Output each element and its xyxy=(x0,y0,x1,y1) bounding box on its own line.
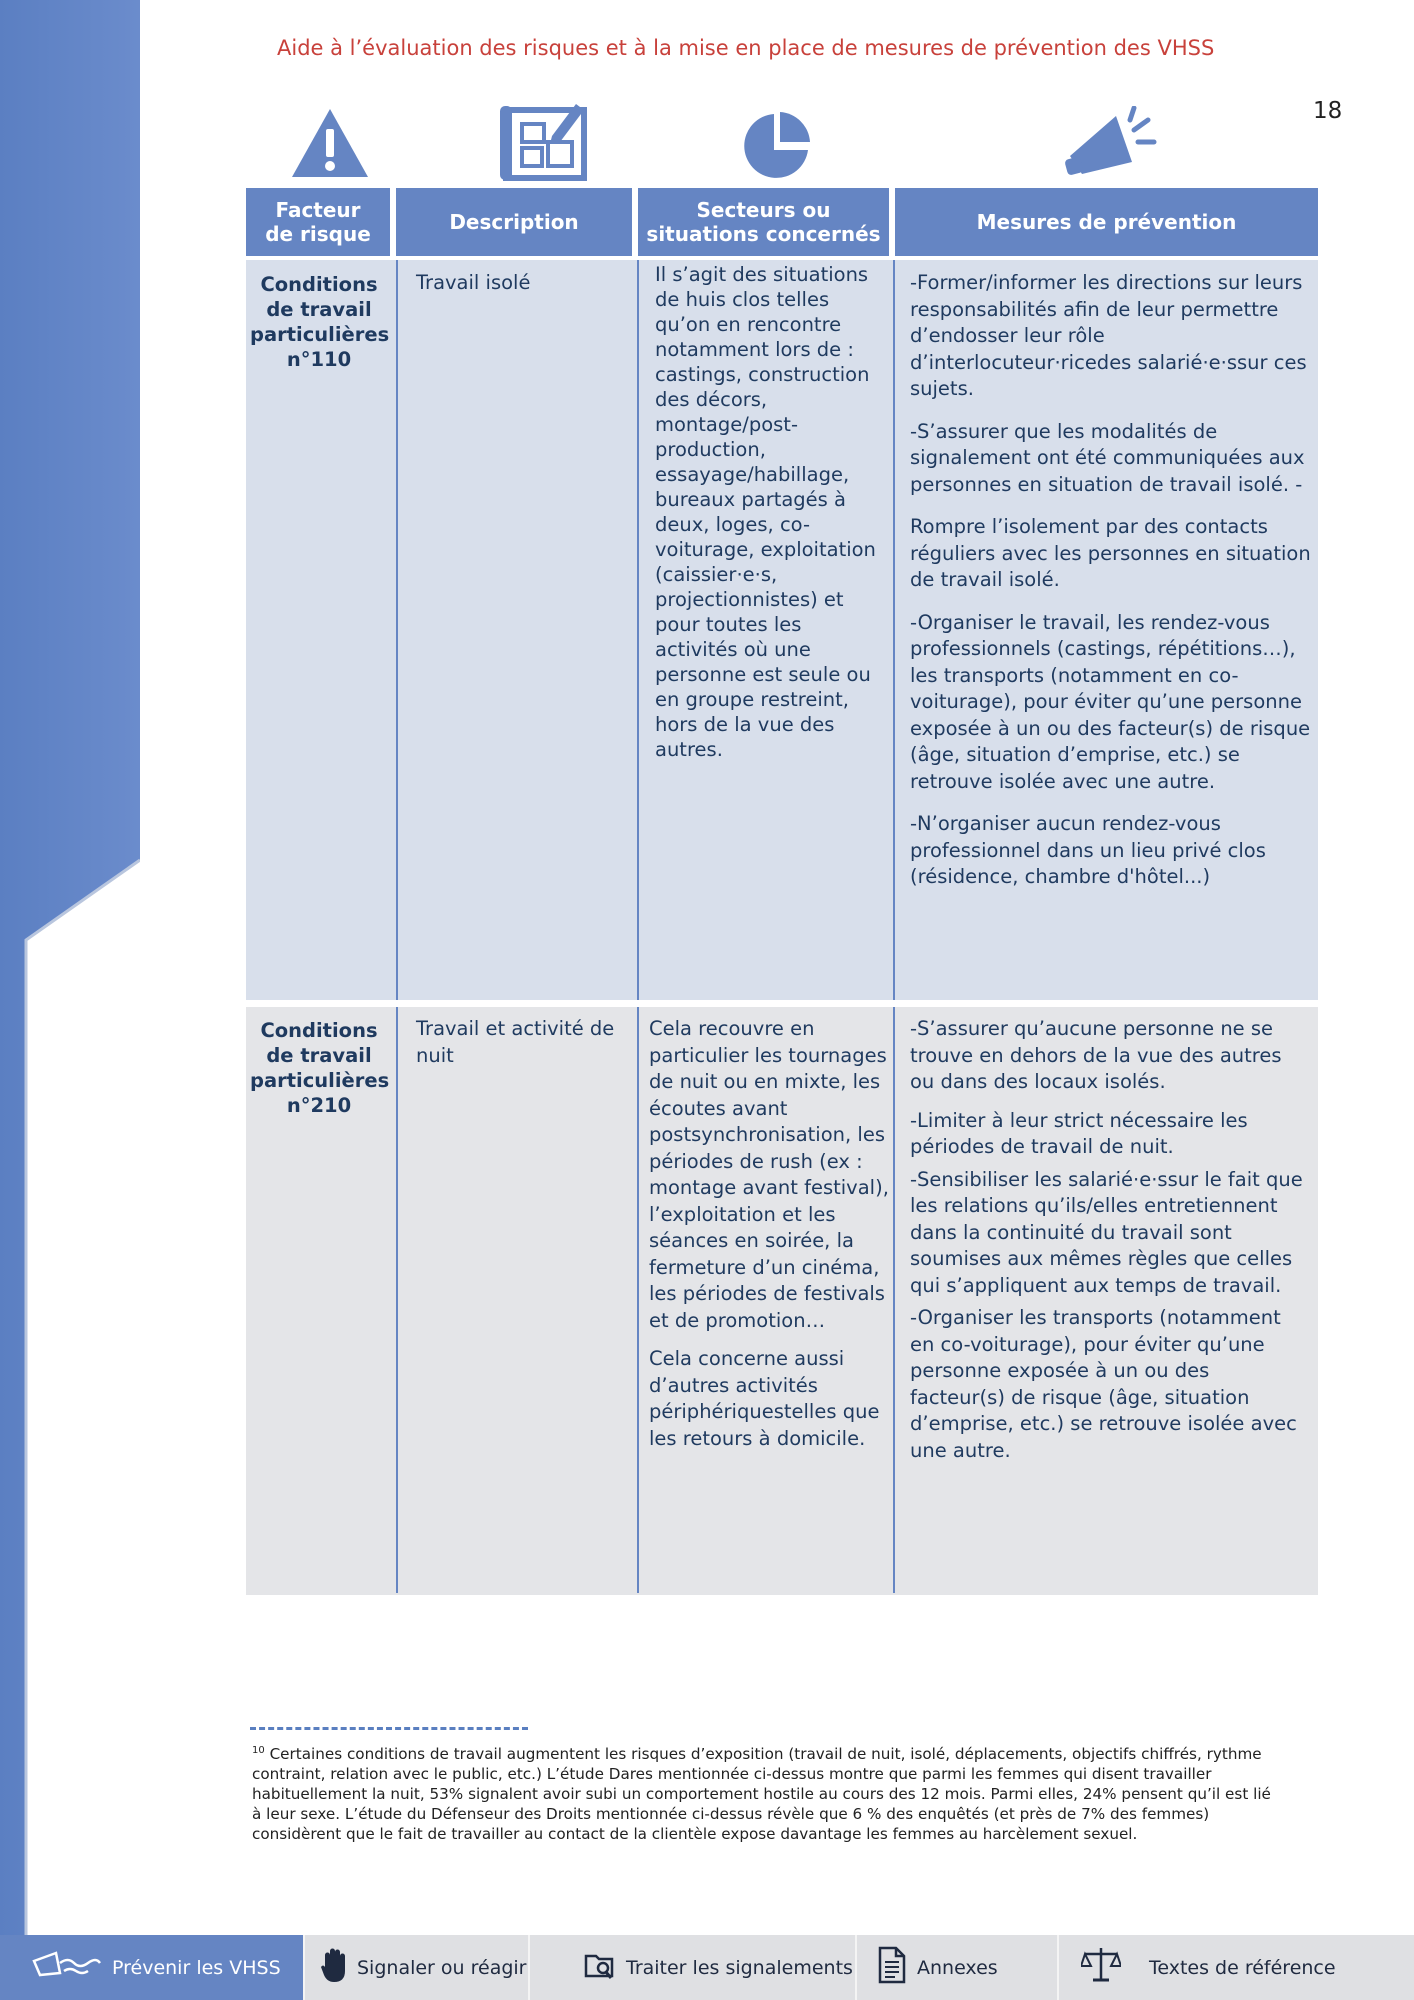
sectors-paragraph: Cela recouvre en particulier les tournages de nuit ou en mixte, les écoutes avant postsynchronisation, les périodes de rush (ex : montage avant festival), l’exploitation et les séances en soirée, la fermeture d’un cinéma, les périodes de festivals et de promotion… xyxy=(649,1017,889,1332)
nav-label: Signaler ou réagir xyxy=(357,1956,527,1979)
column-divider xyxy=(893,260,895,1000)
sectors-paragraph: Cela concerne aussi d’autres activités périphériquestelles que les retours à domicile. xyxy=(649,1347,880,1450)
scales-icon xyxy=(1081,1946,1131,1989)
page-number: 18 xyxy=(1313,98,1343,124)
nav-item-annexes[interactable] xyxy=(857,1935,1057,2000)
measure-item: -S’assurer que les modalités de signalement ont été communiquées aux personnes en situation de travail isolé. - xyxy=(910,419,1305,496)
risk-factor-cell: Conditions de travail particulières n°110 xyxy=(250,273,390,371)
column-divider xyxy=(396,1007,398,1593)
measure-item: -Organiser les transports (notamment en co-voiturage), pour éviter qu’une personne exposée à un ou des facteur(s) de risque (âge, situation d’emprise, etc.) se retrouve isolée avec une autre. xyxy=(910,1306,1297,1462)
nav-label: Traiter les signalements xyxy=(626,1956,853,1979)
nav-label: Annexes xyxy=(917,1956,998,1979)
measure-item: -Limiter à leur strict nécessaire les périodes de travail de nuit. xyxy=(910,1108,1248,1158)
megaphone-icon xyxy=(30,1947,112,1988)
hand-icon xyxy=(321,1947,357,1988)
description-cell: Travail et activité de nuit xyxy=(416,1017,615,1067)
sectors-paragraph: Il s’agit des situations de huis clos telles qu’on en rencontre notamment lors de : castings, construction des décors, montage/post-production, essayage/habillage, bureaux partagés à deux, loges, co-voiturage, exploitation (caissier·e·s, projectionnistes) et pour toutes les activités où une personne est seule ou en groupe restreint, hors de la vue des autres. xyxy=(655,263,876,761)
document-icon xyxy=(877,1946,917,1989)
nav-label: Prévenir les VHSS xyxy=(112,1956,281,1979)
bottom-navigation xyxy=(0,1935,1414,2000)
measure-item: -Former/informer les directions sur leurs responsabilités afin de leur permettre d’endosser leur rôle d’interlocuteur·ricedes salarié·e·ssur ces sujets. xyxy=(910,271,1307,400)
nav-label: Textes de référence xyxy=(1149,1956,1336,1979)
column-divider xyxy=(637,260,639,1000)
folder-search-icon xyxy=(584,1950,626,1985)
nav-item-signaler[interactable] xyxy=(305,1935,528,2000)
measure-item: Rompre l’isolement par des contacts réguliers avec les personnes en situation de travail isolé. xyxy=(910,515,1311,591)
footnote xyxy=(252,1741,1272,1844)
measure-item: -S’assurer qu’aucune personne ne se trouve en dehors de la vue des autres ou dans des locaux isolés. xyxy=(910,1017,1282,1093)
column-header-factor: Facteur de risque xyxy=(246,188,390,256)
measure-item: -Sensibiliser les salarié·e·ssur le fait que les relations qu’ils/elles entretiennent dans la continuité du travail sont soumises aux mêmes règles que celles qui s’appliquent aux temps de travail. xyxy=(910,1167,1303,1297)
footnote-marker: 10 xyxy=(252,1745,265,1756)
blueprint-icon xyxy=(498,100,588,186)
column-divider xyxy=(637,1007,639,1593)
warning-icon xyxy=(290,107,370,183)
sectors-cell xyxy=(655,262,887,774)
pie-chart-icon xyxy=(740,110,812,186)
column-divider xyxy=(396,260,398,1000)
measure-item: -Organiser le travail, les rendez-vous professionnels (castings, répétitions…), les transports (notamment en co-voiturage), pour éviter qu’une personne exposée à un ou des facteur(s) de risque (âge, situation d’emprise, etc.) se retrouve isolée avec une autre. xyxy=(910,610,1311,793)
measures-cell xyxy=(910,1016,1310,1480)
measure-item: -N’organiser aucun rendez-vous professionnel dans un lieu privé clos (résidence, chambre d'hôtel...) xyxy=(910,812,1266,888)
footnote-text: Certaines conditions de travail augmentent les risques d’exposition (travail de nuit, isolé, déplacements, objectifs chiffrés, rythme contraint, relation avec le public, etc.) L’étude Dares mentionnée ci-dessus montre que parmi les femmes qui disent travailler habituellement la nuit, 53% signalent avoir subi un comportement hostile au cours des 12 mois. Parmi elles, 24% pensent qu’il est lié à leur sexe. L’étude du Défenseur des Droits mentionnée ci-dessus révèle que 6 % des enquêtés (et près de 7% des femmes) considèrent que le fait de travailler au contact de la clientèle expose davantage les femmes au harcèlement sexuel. xyxy=(252,1745,1271,1844)
side-decoration xyxy=(0,0,140,1935)
nav-item-traiter[interactable] xyxy=(530,1935,855,2000)
column-header-measures: Mesures de prévention xyxy=(895,188,1318,256)
description-cell: Travail isolé xyxy=(416,271,531,294)
column-header-sectors: Secteurs ou situations concernés xyxy=(638,188,889,256)
document-header-title: Aide à l’évaluation des risques et à la mise en place de mesures de prévention des VHSS xyxy=(277,36,1215,60)
column-divider xyxy=(893,1007,895,1593)
risk-factor-cell: Conditions de travail particulières n°210 xyxy=(250,1019,390,1117)
measures-cell xyxy=(910,270,1318,907)
footnote-separator xyxy=(250,1727,528,1730)
megaphone-icon xyxy=(1062,106,1158,188)
nav-item-textes[interactable] xyxy=(1059,1935,1412,2000)
column-header-description: Description xyxy=(396,188,632,256)
sectors-cell xyxy=(649,1016,889,1464)
nav-item-prevenir[interactable] xyxy=(0,1935,303,2000)
